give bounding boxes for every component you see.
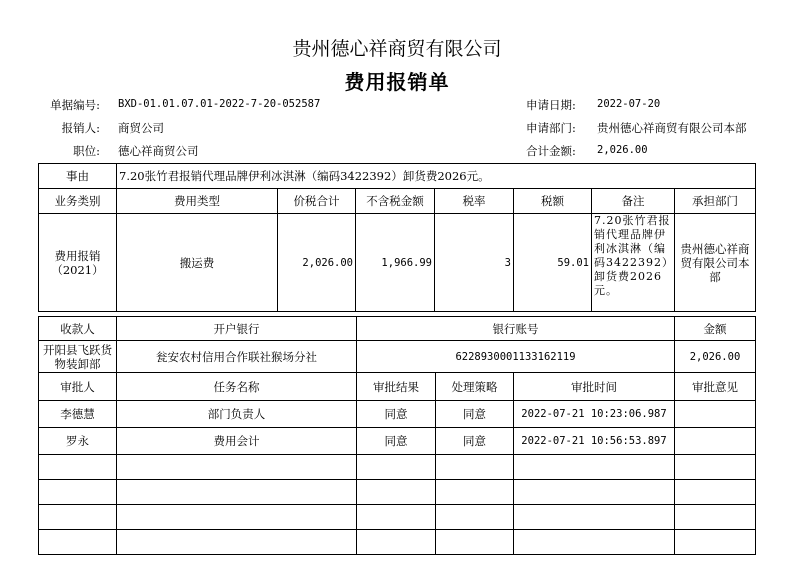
payee-row — [39, 341, 756, 373]
expense-type: 搬运费 — [117, 214, 278, 312]
payee-header-row — [39, 317, 756, 341]
col-header-rate: 税率 — [435, 189, 514, 214]
approval-approver: 李德慧 — [39, 401, 117, 428]
col-header-net: 不含税金额 — [356, 189, 435, 214]
col-header-account: 银行账号 — [357, 317, 675, 341]
col-header-approver: 审批人 — [39, 373, 117, 401]
approval-opinion — [675, 428, 756, 455]
approval-row — [39, 428, 756, 455]
matter-label: 事由 — [39, 164, 117, 189]
col-header-total: 价税合计 — [278, 189, 356, 214]
expense-header-row — [39, 189, 756, 214]
approval-result: 同意 — [357, 428, 436, 455]
empty-row — [39, 455, 756, 480]
dept-label: 申请部门: — [526, 121, 576, 135]
empty-row — [39, 480, 756, 505]
payee-name: 开阳县飞跃货物装卸部 — [39, 341, 117, 373]
matter-text: 7.20张竹君报销代理品牌伊利冰淇淋（编码3422392）卸货费2026元。 — [117, 164, 756, 189]
approval-row — [39, 401, 756, 428]
col-header-category: 业务类别 — [39, 189, 117, 214]
expense-net: 1,966.99 — [356, 214, 435, 312]
approval-task: 部门负责人 — [117, 401, 357, 428]
col-header-time: 审批时间 — [514, 373, 675, 401]
company-name: 贵州德心祥商贸有限公司 — [292, 38, 502, 60]
approval-table — [38, 372, 756, 555]
approval-opinion — [675, 401, 756, 428]
apply-date-value: 2022-07-20 — [597, 98, 661, 110]
col-header-dept: 承担部门 — [675, 189, 756, 214]
expense-table — [38, 163, 756, 312]
apply-date-label: 申请日期: — [526, 98, 576, 112]
expense-dept: 贵州德心祥商贸有限公司本部 — [675, 214, 756, 312]
expense-row — [39, 214, 756, 312]
col-header-payee: 收款人 — [39, 317, 117, 341]
expense-category: 费用报销（2021） — [39, 214, 117, 312]
approval-header-row — [39, 373, 756, 401]
approval-approver: 罗永 — [39, 428, 117, 455]
bill-no-value: BXD-01.01.07.01-2022-7-20-052587 — [118, 98, 321, 110]
expense-tax: 59.01 — [514, 214, 592, 312]
bill-no-label: 单据编号: — [50, 98, 100, 112]
col-header-opinion: 审批意见 — [675, 373, 756, 401]
col-header-result: 审批结果 — [357, 373, 436, 401]
reporter-value: 商贸公司 — [118, 121, 164, 135]
dept-value: 贵州德心祥商贸有限公司本部 — [597, 121, 747, 135]
col-header-tax: 税额 — [514, 189, 592, 214]
approval-strategy: 同意 — [436, 401, 514, 428]
col-header-strategy: 处理策略 — [436, 373, 514, 401]
payee-table — [38, 316, 756, 373]
col-header-type: 费用类型 — [117, 189, 278, 214]
approval-strategy: 同意 — [436, 428, 514, 455]
empty-row — [39, 530, 756, 555]
payee-account: 6228930001133162119 — [357, 341, 675, 373]
col-header-task: 任务名称 — [117, 373, 357, 401]
col-header-bank: 开户银行 — [117, 317, 357, 341]
total-value: 2,026.00 — [597, 144, 648, 156]
reporter-label: 报销人: — [61, 121, 100, 135]
approval-result: 同意 — [357, 401, 436, 428]
position-label: 职位: — [73, 144, 100, 158]
payee-bank: 瓮安农村信用合作联社猴场分社 — [117, 341, 357, 373]
expense-note: 7.20张竹君报销代理品牌伊利冰淇淋（编码3422392）卸货费2026元。 — [592, 214, 675, 312]
document-title: 费用报销单 — [344, 70, 450, 94]
approval-time: 2022-07-21 10:23:06.987 — [514, 401, 675, 428]
approval-task: 费用会计 — [117, 428, 357, 455]
total-label: 合计金额: — [526, 144, 576, 158]
approval-time: 2022-07-21 10:56:53.897 — [514, 428, 675, 455]
position-value: 德心祥商贸公司 — [118, 144, 199, 158]
expense-rate: 3 — [435, 214, 514, 312]
col-header-note: 备注 — [592, 189, 675, 214]
expense-total: 2,026.00 — [278, 214, 356, 312]
payee-amount: 2,026.00 — [675, 341, 756, 373]
empty-row — [39, 505, 756, 530]
col-header-amount: 金额 — [675, 317, 756, 341]
